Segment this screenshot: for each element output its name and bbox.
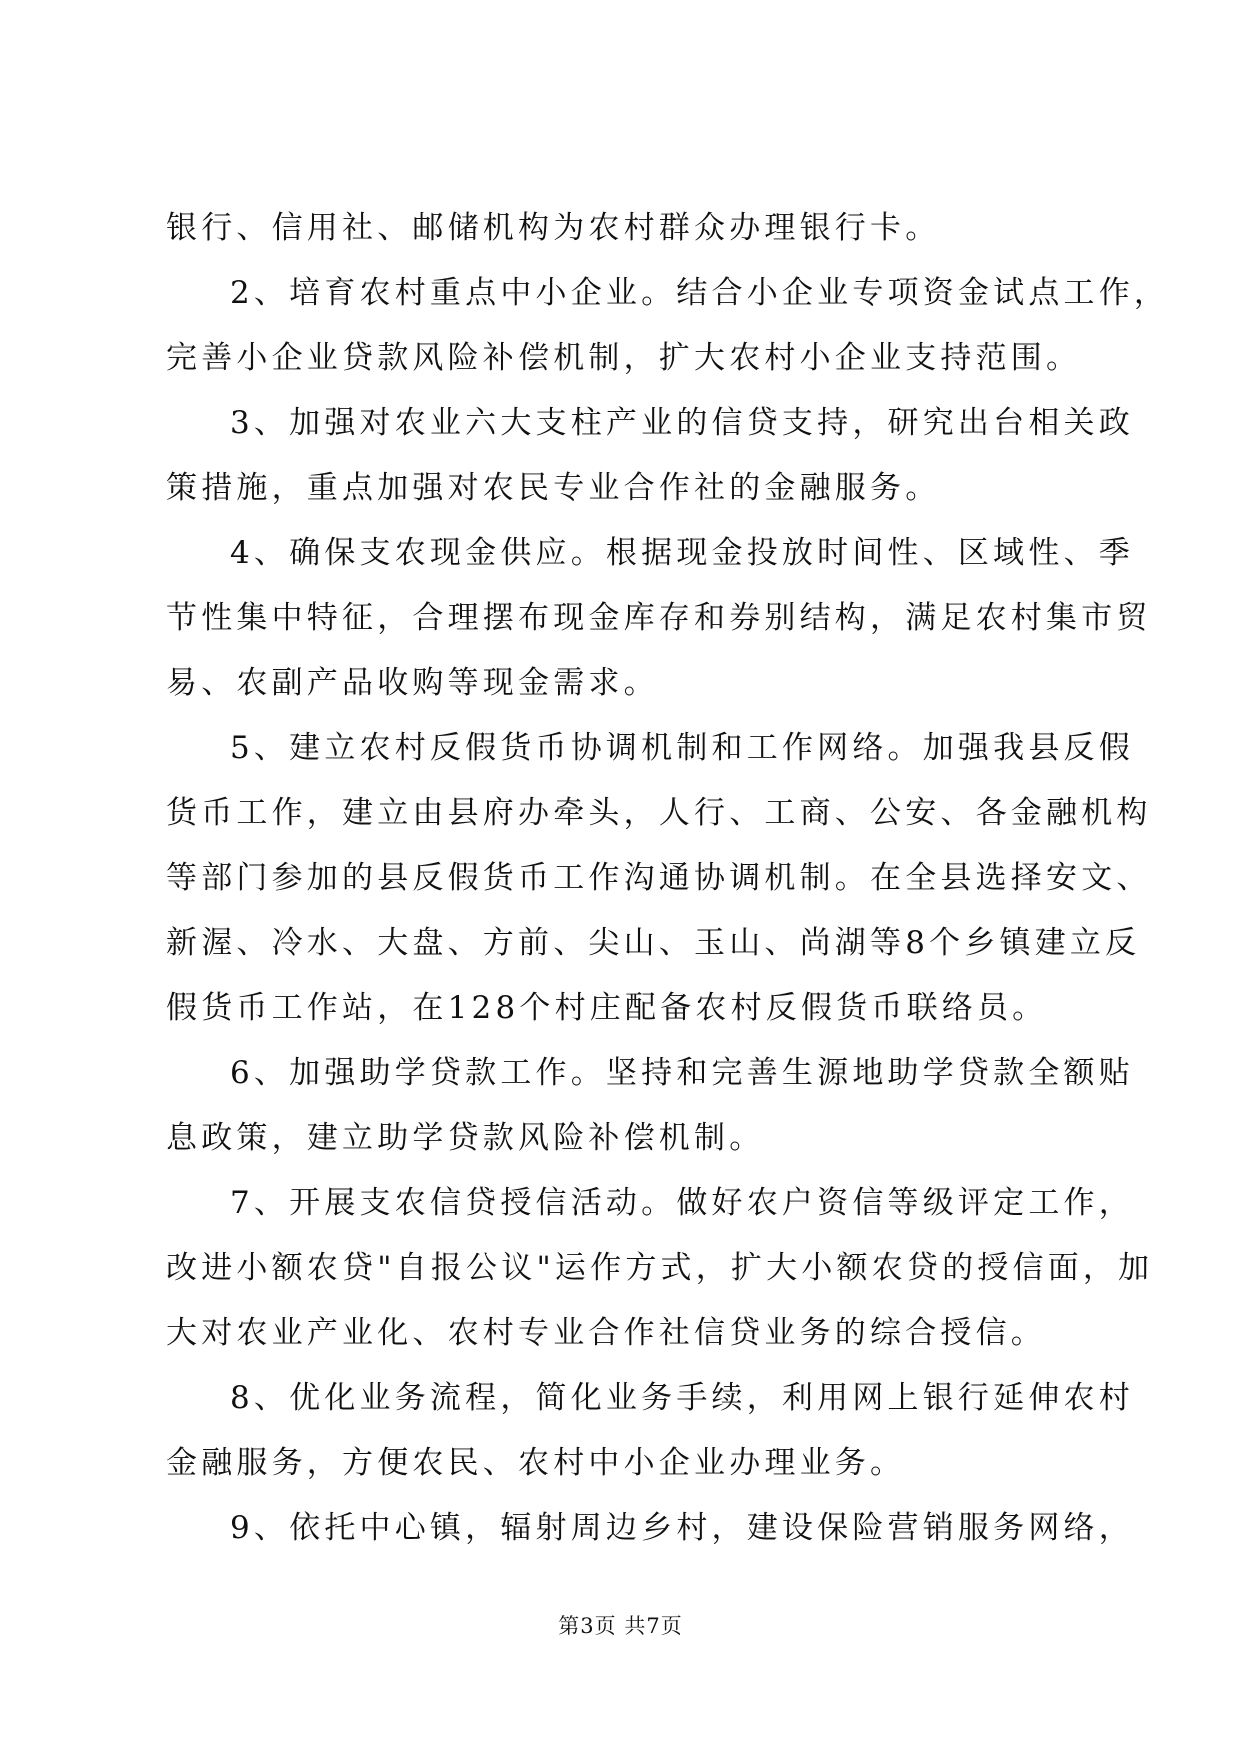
text-line: 新渥、冷水、大盘、方前、尖山、玉山、尚湖等8个乡镇建立反 (166, 925, 1141, 961)
text-line: 金融服务，方便农民、农村中小企业办理业务。 (166, 1445, 906, 1481)
text-line: 改进小额农贷"自报公议"运作方式，扩大小额农贷的授信面，加 (166, 1250, 1154, 1286)
text-line: 6、加强助学贷款工作。坚持和完善生源地助学贷款全额贴 (230, 1055, 1134, 1091)
text-line: 4、确保支农现金供应。根据现金投放时间性、区域性、季 (230, 535, 1134, 571)
text-line: 7、开展支农信贷授信活动。做好农户资信等级评定工作， (230, 1185, 1134, 1221)
text-line: 大对农业产业化、农村专业合作社信贷业务的综合授信。 (166, 1315, 1046, 1351)
text-line: 等部门参加的县反假货币工作沟通协调机制。在全县选择安文、 (166, 860, 1152, 896)
text-line: 银行、信用社、邮储机构为农村群众办理银行卡。 (166, 210, 941, 246)
page-footer: 第3页 共7页 (558, 1614, 683, 1638)
text-line: 2、培育农村重点中小企业。结合小企业专项资金试点工作， (230, 275, 1170, 311)
text-line: 假货币工作站，在128个村庄配备农村反假货币联络员。 (166, 990, 1048, 1026)
text-line: 货币工作，建立由县府办牵头，人行、工商、公安、各金融机构 (166, 795, 1152, 831)
document-body (166, 196, 1170, 1561)
text-line: 策措施，重点加强对农民专业合作社的金融服务。 (166, 470, 941, 506)
text-line: 完善小企业贷款风险补偿机制，扩大农村小企业支持范围。 (166, 340, 1082, 376)
text-line: 易、农副产品收购等现金需求。 (166, 665, 659, 701)
text-line: 9、依托中心镇，辐射周边乡村，建设保险营销服务网络， (230, 1510, 1134, 1546)
text-line: 节性集中特征，合理摆布现金库存和券别结构，满足农村集市贸 (166, 600, 1152, 636)
text-line: 息政策，建立助学贷款风险补偿机制。 (166, 1120, 765, 1156)
text-line: 3、加强对农业六大支柱产业的信贷支持，研究出台相关政 (230, 405, 1134, 441)
text-line: 8、优化业务流程，简化业务手续，利用网上银行延伸农村 (230, 1380, 1134, 1416)
text-line: 5、建立农村反假货币协调机制和工作网络。加强我县反假 (230, 730, 1134, 766)
